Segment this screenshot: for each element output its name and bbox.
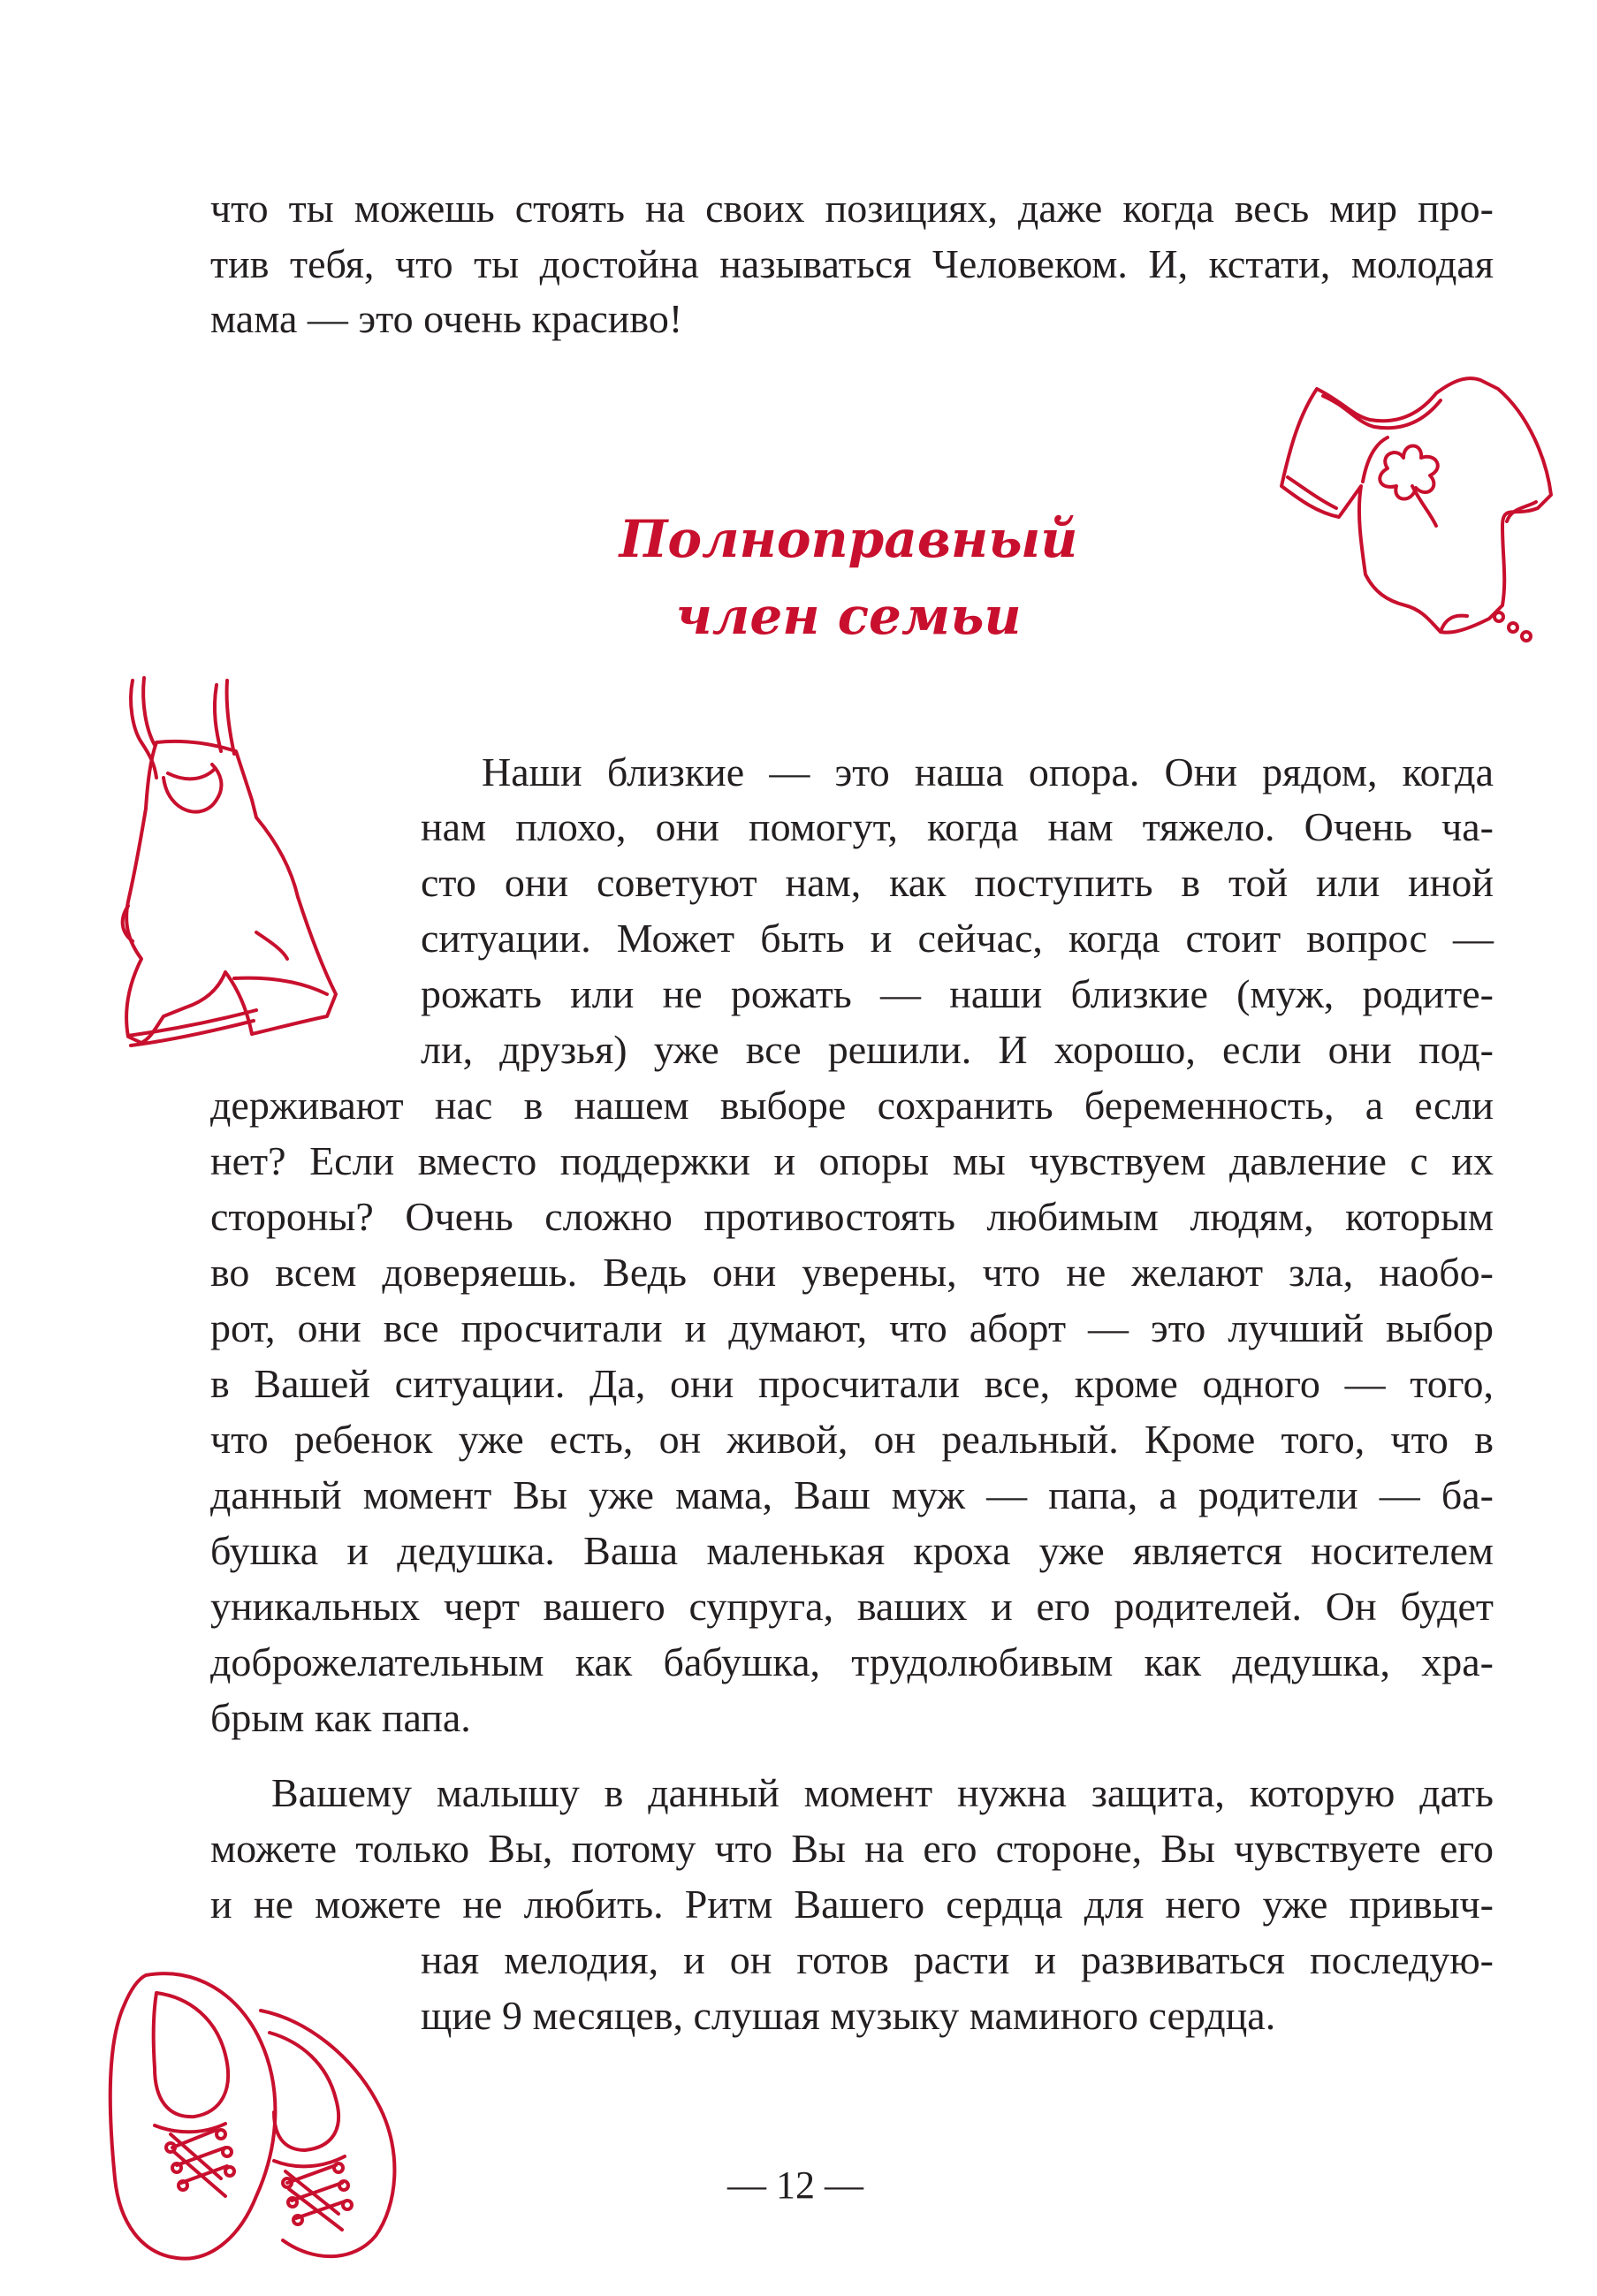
section-heading-line-2: член семьи — [675, 586, 1022, 646]
intro-line: мама — это очень красиво! — [210, 296, 683, 341]
baby-bodysuit-drawing — [1264, 354, 1564, 654]
paragraph-line: можете только Вы, потому что Вы на его стороне, Вы чувствуете его — [210, 1826, 1494, 1871]
section-heading-line-1: Полноправный — [619, 509, 1078, 569]
paragraph-line: нет? Если вместо поддержки и опоры мы чувствуем давление с их — [210, 1138, 1494, 1183]
baby-booties-drawing — [93, 1958, 411, 2276]
paragraph-line: уникальных черт вашего супруга, ваших и его родителей. Он будет — [210, 1584, 1494, 1629]
paragraph-line: и не можете не любить. Ритм Вашего сердца для него уже привыч- — [210, 1882, 1494, 1927]
paragraph-line: рот, они все просчитали и думают, что аборт — это лучший выбор — [210, 1305, 1494, 1350]
baby-overalls-drawing — [102, 667, 402, 1047]
paragraph-line: нам плохо, они помогут, когда нам тяжело. Очень ча- — [421, 804, 1494, 849]
paragraph-line: Вашему малышу в данный момент нужна защита, которую дать — [271, 1770, 1494, 1815]
paragraph-line: ли, друзья) уже все решили. И хорошо, если они под- — [421, 1027, 1494, 1072]
paragraph-line: Наши близкие — это наша опора. Они рядом, когда — [482, 749, 1494, 794]
paragraph-line: держивают нас в нашем выборе сохранить беременность, а если — [210, 1083, 1494, 1128]
paragraph-line: рожать или не рожать — наши близкие (муж, родите- — [421, 971, 1494, 1016]
paragraph-line: щие 9 месяцев, слушая музыку маминого сердца. — [421, 1993, 1276, 2038]
paragraph-line: ситуации. Может быть и сейчас, когда стоит вопрос — — [421, 916, 1494, 961]
paragraph-line: что ребенок уже есть, он живой, он реальный. Кроме того, что в — [210, 1417, 1494, 1462]
paragraph-line: сто они советуют нам, как поступить в той или иной — [421, 860, 1494, 905]
page-number: — 12 — — [727, 2163, 863, 2207]
paragraph-line: во всем доверяешь. Ведь они уверены, что не желают зла, наобо- — [210, 1250, 1494, 1295]
intro-line: что ты можешь стоять на своих позициях, даже когда весь мир про- — [210, 186, 1494, 231]
paragraph-line: стороны? Очень сложно противостоять любимым людям, которым — [210, 1194, 1494, 1239]
paragraph-line: в Вашей ситуации. Да, они просчитали все, кроме одного — того, — [210, 1361, 1494, 1406]
intro-line: тив тебя, что ты достойна называться Человеком. И, кстати, молодая — [210, 241, 1494, 286]
paragraph-line: брым как папа. — [210, 1695, 471, 1740]
paragraph-line: бушка и дедушка. Ваша маленькая кроха уже является носителем — [210, 1528, 1494, 1573]
paragraph-line: ная мелодия, и он готов расти и развиваться последую- — [421, 1937, 1494, 1982]
paragraph-line: данный момент Вы уже мама, Ваш муж — папа, а родители — ба- — [210, 1472, 1494, 1517]
paragraph-line: доброжелательным как бабушка, трудолюбивым как дедушка, хра- — [210, 1639, 1494, 1684]
